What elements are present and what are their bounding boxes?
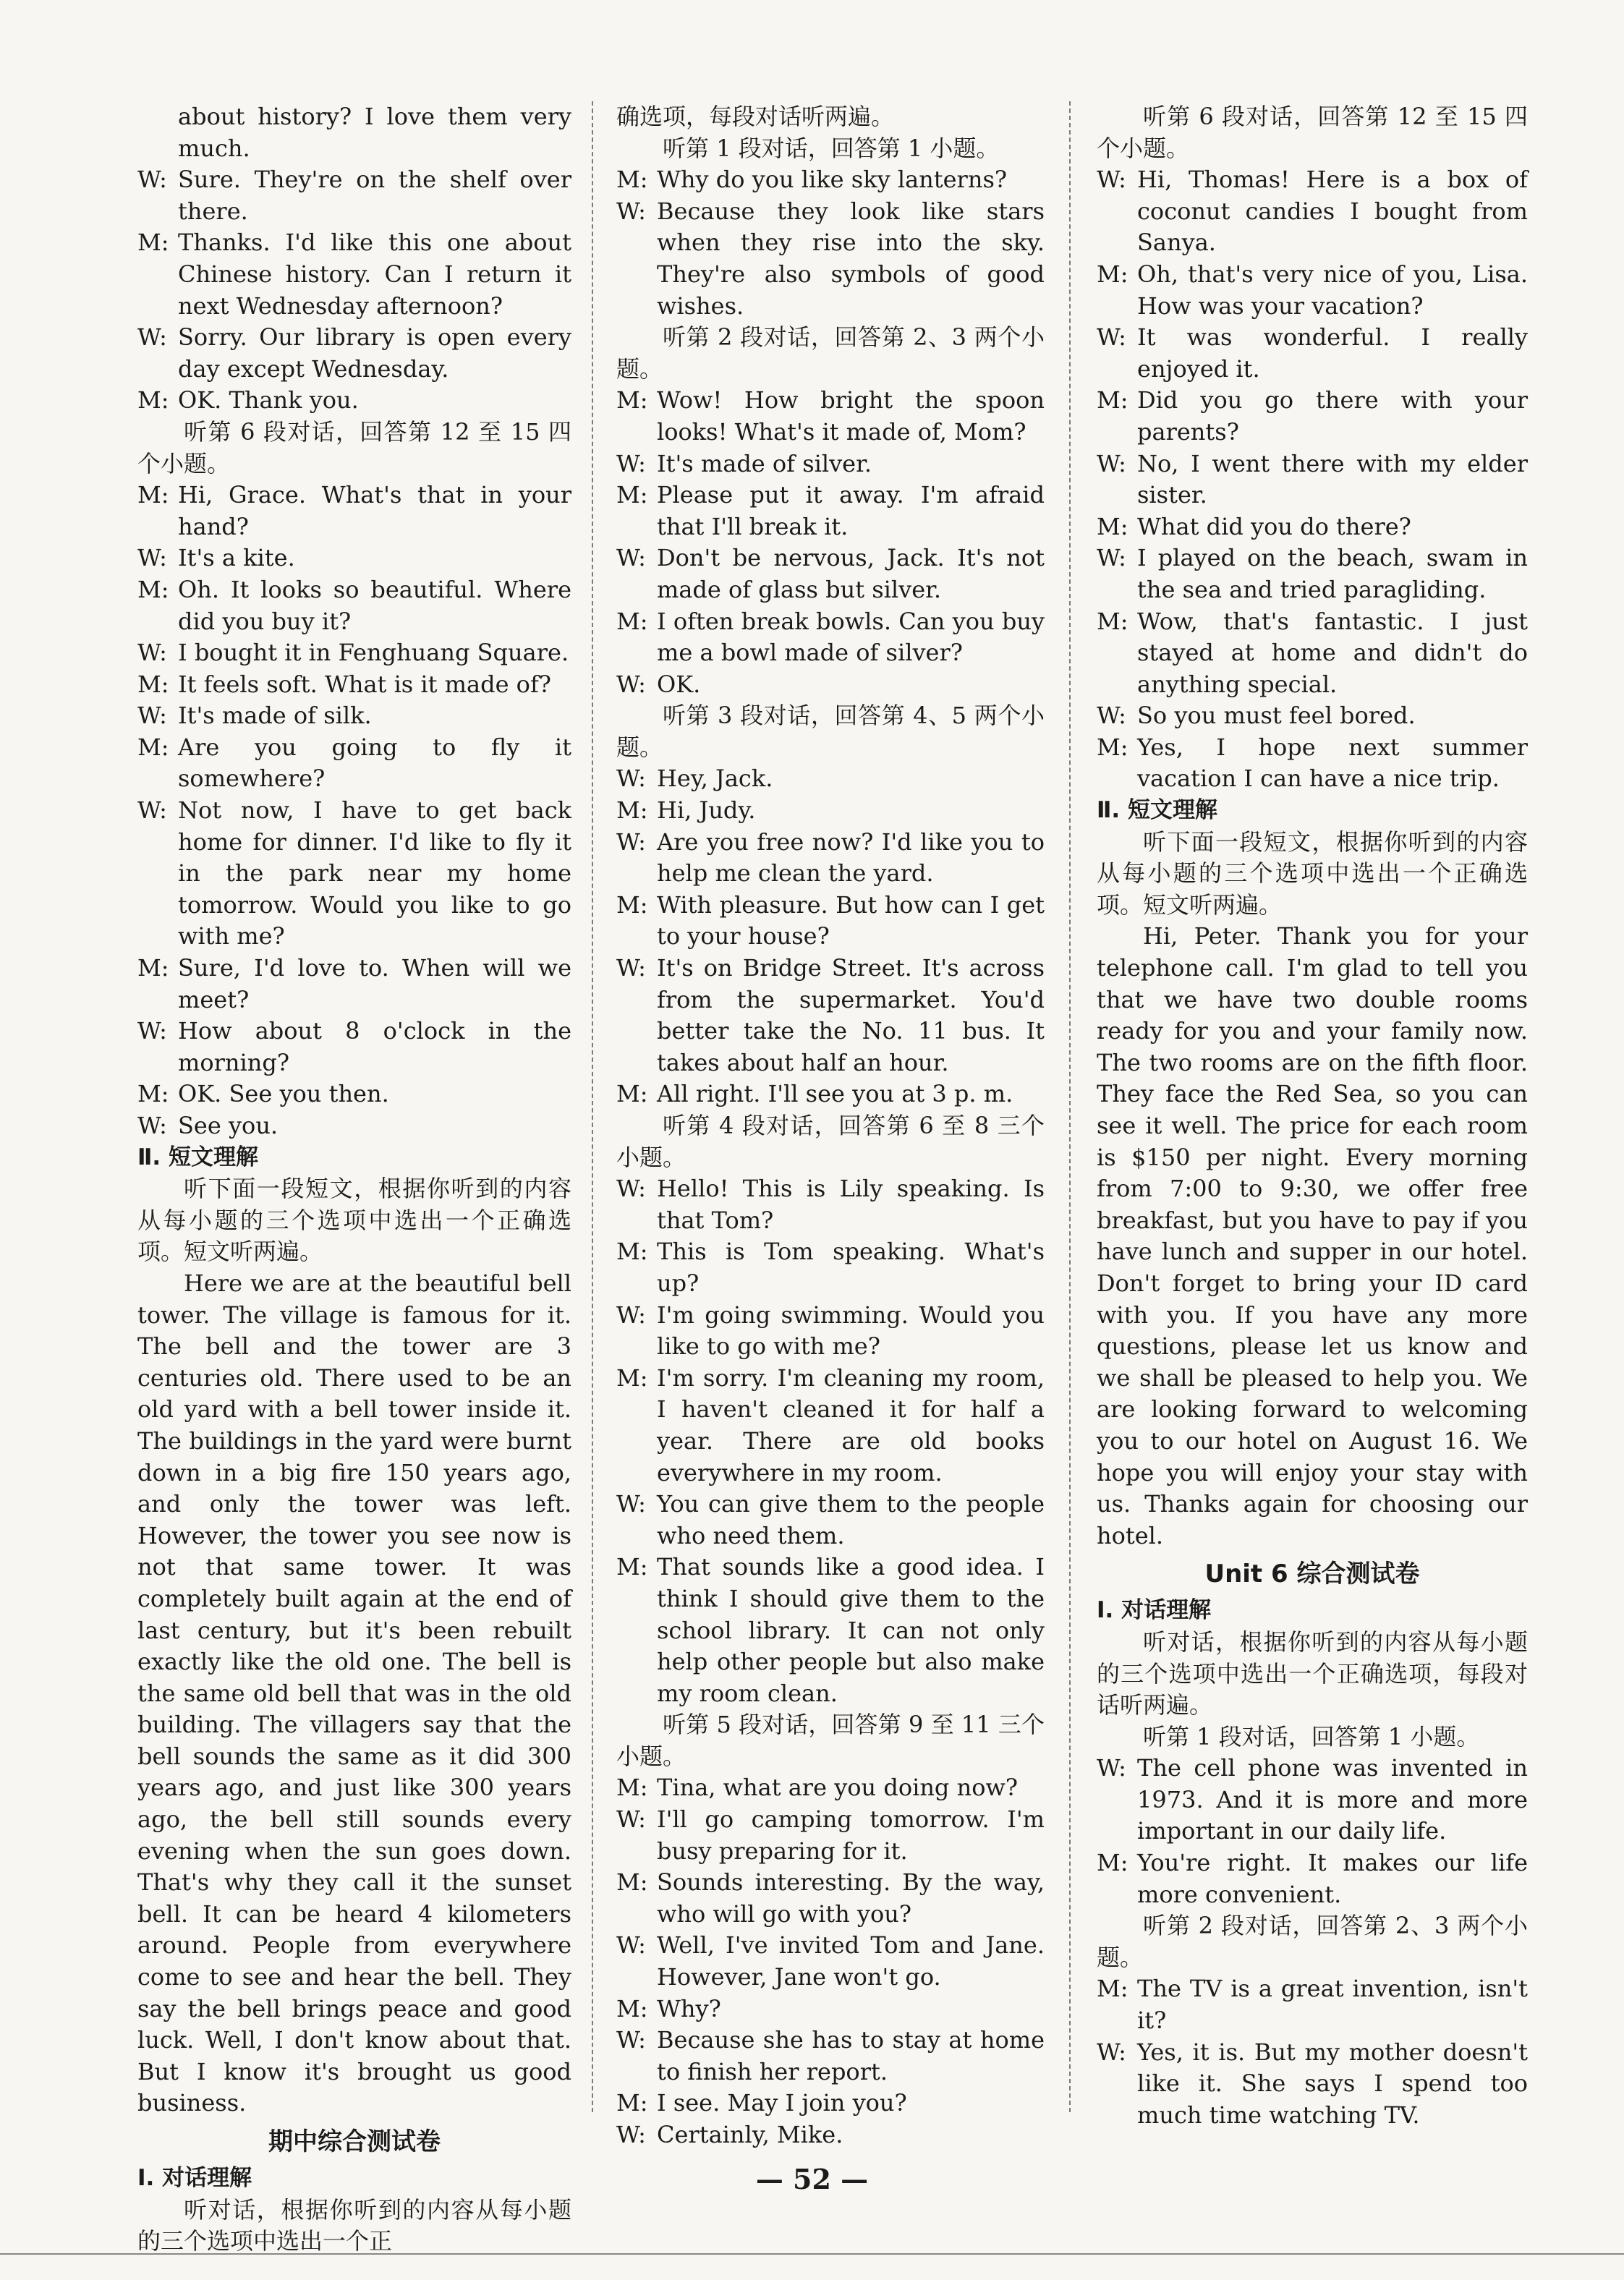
- speaker: M:: [137, 1080, 169, 1108]
- utterance: What did you do there?: [1137, 512, 1411, 540]
- utterance: Thanks. I'd like this one about Chinese history. Can I return it next Wednesday afternoon?: [178, 229, 571, 320]
- dialogue-line: [1097, 511, 1528, 543]
- utterance: I'm going swimming. Would you like to go with me?: [657, 1301, 1045, 1361]
- speaker: W:: [137, 796, 167, 825]
- instruction: 听对话，根据你听到的内容从每小题的三个选项中选出一个正: [137, 2195, 571, 2255]
- speaker: W:: [137, 544, 167, 572]
- utterance: I'll go camping tomorrow. I'm busy preparing for it.: [657, 1805, 1045, 1865]
- section-heading: Ⅱ. 短文理解: [137, 1144, 258, 1170]
- utterance: See you.: [178, 1112, 279, 1139]
- instruction: 听第 6 段对话，回答第 12 至 15 四个小题。: [137, 417, 571, 477]
- dialogue-line: [616, 1236, 1045, 1299]
- speaker: M:: [616, 386, 648, 414]
- dialogue-line: [1097, 606, 1528, 701]
- utterance: It's made of silver.: [657, 449, 872, 477]
- dialogue-line: [1097, 1973, 1528, 2036]
- dialogue-line: [616, 795, 1045, 827]
- speaker: M:: [616, 1238, 648, 1266]
- speaker: W:: [1097, 2038, 1126, 2066]
- utterance: Please put it away. I'm afraid that I'll break it.: [657, 481, 1045, 540]
- utterance: Because she has to stay at home to finish her report.: [657, 2026, 1045, 2085]
- utterance: The cell phone was invented in 1973. And it is more and more important in our daily life.: [1137, 1754, 1528, 1845]
- utterance: It's on Bridge Street. It's across from the supermarket. You'd better take the No. 11 bus. It takes about half an hour.: [657, 954, 1045, 1076]
- dialogue-line: [616, 2025, 1045, 2088]
- utterance: Sure. They're on the shelf over there.: [178, 166, 571, 225]
- speaker: W:: [616, 954, 646, 982]
- dialogue-line: [616, 1930, 1045, 1993]
- utterance: The TV is a great invention, isn't it?: [1137, 1975, 1528, 2035]
- utterance: OK. See you then.: [178, 1080, 389, 1108]
- utterance: OK.: [657, 670, 701, 698]
- dialogue-line: [616, 1552, 1045, 1709]
- utterance: Hi, Grace. What's that in your hand?: [178, 481, 571, 540]
- utterance: Are you free now? I'd like you to help me clean the yard.: [657, 828, 1045, 888]
- speaker: M:: [616, 1994, 648, 2022]
- utterance: Oh. It looks so beautiful. Where did you buy it?: [178, 575, 571, 635]
- utterance: Because they look like stars when they rise into the sky. They're also symbols of good wishes.: [657, 197, 1045, 320]
- utterance: Wow! How bright the spoon looks! What's it made of, Mom?: [657, 386, 1045, 446]
- dialogue-line: [1097, 259, 1528, 322]
- speaker: W:: [1097, 323, 1126, 352]
- speaker: M:: [1097, 1975, 1128, 2003]
- speaker: W:: [616, 2026, 646, 2054]
- dialogue-line: [137, 1016, 571, 1079]
- dialogue-line: [137, 732, 571, 795]
- speaker: M:: [616, 166, 648, 194]
- speaker: W:: [137, 1017, 167, 1045]
- dialogue-line: [616, 1489, 1045, 1552]
- speaker: W:: [137, 702, 167, 730]
- speaker: W:: [616, 1490, 646, 1518]
- speaker: M:: [137, 386, 169, 414]
- utterance: Tina, what are you doing now?: [657, 1774, 1018, 1802]
- utterance: It's a kite.: [178, 544, 295, 572]
- utterance: You're right. It makes our life more convenient.: [1137, 1849, 1528, 1908]
- instruction: 听下面一段短文，根据你听到的内容从每小题的三个选项中选出一个正确选项。短文听两遍。: [137, 1175, 571, 1266]
- dialogue-line: [616, 763, 1045, 795]
- dialogue-line: [137, 480, 571, 543]
- utterance: Why do you like sky lanterns?: [657, 166, 1008, 194]
- utterance: Did you go there with your parents?: [1137, 386, 1528, 446]
- dialogue-line: [616, 164, 1045, 196]
- utterance: Sorry. Our library is open every day except Wednesday.: [178, 323, 571, 383]
- utterance: Hey, Jack.: [657, 765, 773, 793]
- dialogue-line: [616, 890, 1045, 953]
- speaker: W:: [616, 1175, 646, 1203]
- utterance: That sounds like a good idea. I think I should give them to the school library. It can not only help other people but also make my room clean.: [657, 1553, 1045, 1707]
- dialogue-line: [1097, 700, 1528, 732]
- column-right: [1097, 101, 1528, 2131]
- dialogue-line: [616, 1173, 1045, 1236]
- dialogue-line: [616, 1772, 1045, 1804]
- dialogue-line: [616, 385, 1045, 448]
- speaker: M:: [616, 2089, 648, 2117]
- utterance: So you must feel bored.: [1137, 702, 1416, 730]
- dialogue-line: [616, 953, 1045, 1079]
- column-middle: [616, 101, 1045, 2151]
- utterance: Not now, I have to get back home for dinner. I'd like to fly it in the park near my home tomorrow. Would you like to go with me?: [178, 796, 571, 950]
- dialogue-line: [1097, 732, 1528, 795]
- speaker: W:: [616, 197, 646, 225]
- instruction: 听第 5 段对话，回答第 9 至 11 三个小题。: [616, 1711, 1045, 1770]
- footer-rule: [0, 2253, 1624, 2255]
- speaker: W:: [1097, 449, 1126, 477]
- column-left: [137, 101, 571, 2258]
- speaker: M:: [616, 1868, 648, 1897]
- test-title: 期中综合测试卷: [268, 2127, 441, 2156]
- speaker: M:: [1097, 386, 1128, 414]
- dialogue-line: [1097, 385, 1528, 448]
- section-heading: Ⅰ. 对话理解: [1097, 1597, 1212, 1624]
- speaker: M:: [616, 481, 648, 509]
- dialogue-line: [616, 2088, 1045, 2119]
- dialogue-line: [137, 164, 571, 227]
- utterance: You can give them to the people who need them.: [657, 1490, 1045, 1549]
- dialogue-line: [1097, 322, 1528, 385]
- dialogue-line: [616, 1079, 1045, 1110]
- utterance: Hi, Judy.: [657, 796, 756, 825]
- dialogue-line: [616, 448, 1045, 480]
- utterance: All right. I'll see you at 3 p. m.: [657, 1080, 1013, 1108]
- dialogue-line: [137, 637, 571, 669]
- dialogue-line: [616, 606, 1045, 669]
- speaker: W:: [616, 2121, 646, 2148]
- instruction: 听下面一段短文，根据你听到的内容从每小题的三个选项中选出一个正确选项。短文听两遍。: [1097, 828, 1528, 919]
- speaker: M:: [616, 1774, 648, 1802]
- speaker: M:: [1097, 607, 1128, 635]
- instruction: 听第 3 段对话，回答第 4、5 两个小题。: [616, 702, 1045, 761]
- speaker: W:: [616, 1805, 646, 1834]
- speaker: M:: [616, 796, 648, 825]
- dialogue-line: [616, 1994, 1045, 2025]
- dialogue-line: [137, 227, 571, 322]
- speaker: M:: [137, 481, 169, 509]
- dialogue-line: [1097, 543, 1528, 605]
- instruction: 听对话，根据你听到的内容从每小题的三个选项中选出一个正确选项，每段对话听两遍。: [1097, 1628, 1528, 1719]
- utterance: It feels soft. What is it made of?: [178, 670, 551, 698]
- utterance: Yes, it is. But my mother doesn't like it. She says I spend too much time watching TV.: [1137, 2038, 1528, 2129]
- speaker: M:: [616, 890, 648, 919]
- speaker: M:: [616, 1553, 648, 1581]
- dialogue-line: [1097, 2037, 1528, 2132]
- speaker: M:: [137, 733, 169, 761]
- dialogue-line: [1097, 1753, 1528, 1847]
- speaker: M:: [137, 954, 169, 982]
- speaker: M:: [137, 229, 169, 257]
- utterance: Certainly, Mike.: [657, 2121, 843, 2148]
- dialogue-line: [137, 700, 571, 732]
- speaker: M:: [1097, 733, 1128, 761]
- utterance: This is Tom speaking. What's up?: [657, 1238, 1045, 1297]
- dialogue-line: [616, 1804, 1045, 1867]
- utterance: Why?: [657, 1994, 721, 2022]
- dialogue-line: [616, 669, 1045, 701]
- speaker: M:: [616, 607, 648, 635]
- dialogue-continuation: about history? I love them very much.: [178, 103, 571, 162]
- utterance: Sounds interesting. By the way, who will go with you?: [657, 1868, 1045, 1928]
- speaker: W:: [616, 1301, 646, 1329]
- utterance: I often break bowls. Can you buy me a bowl made of silver?: [657, 607, 1045, 667]
- utterance: With pleasure. But how can I get to your house?: [657, 890, 1045, 950]
- speaker: M:: [1097, 1849, 1128, 1877]
- dialogue-line: [616, 1363, 1045, 1489]
- section-heading: Ⅱ. 短文理解: [1097, 797, 1217, 824]
- utterance: I'm sorry. I'm cleaning my room, I haven't cleaned it for half a year. There are old books everywhere in my room.: [657, 1364, 1045, 1486]
- utterance: Well, I've invited Tom and Jane. However, Jane won't go.: [657, 1931, 1045, 1991]
- test-title: Unit 6 综合测试卷: [1204, 1560, 1420, 1589]
- speaker: W:: [137, 166, 167, 194]
- speaker: M:: [616, 1080, 648, 1108]
- speaker: W:: [616, 765, 646, 793]
- dialogue-line: [137, 795, 571, 953]
- speaker: W:: [1097, 166, 1126, 194]
- speaker: W:: [137, 1112, 167, 1139]
- speaker: W:: [616, 544, 646, 572]
- dialogue-line: [137, 1110, 571, 1142]
- instruction: 听第 1 段对话，回答第 1 小题。: [663, 134, 1000, 162]
- utterance: Oh, that's very nice of you, Lisa. How was your vacation?: [1137, 260, 1528, 320]
- utterance: It's made of silk.: [178, 702, 372, 730]
- column-divider: [1069, 101, 1071, 2112]
- instruction: 听第 2 段对话，回答第 2、3 两个小题。: [616, 323, 1045, 383]
- speaker: M:: [137, 575, 169, 603]
- dialogue-line: [137, 669, 571, 701]
- dialogue-line: [137, 543, 571, 574]
- instruction: 听第 2 段对话，回答第 2、3 两个小题。: [1097, 1912, 1528, 1971]
- utterance: I see. May I join you?: [657, 2089, 907, 2117]
- utterance: It was wonderful. I really enjoyed it.: [1137, 323, 1528, 383]
- speaker: M:: [1097, 260, 1128, 288]
- dialogue-line: [616, 543, 1045, 605]
- dialogue-line: [137, 385, 571, 417]
- speaker: W:: [137, 639, 167, 667]
- speaker: W:: [1097, 544, 1126, 572]
- dialogue-line: [137, 1079, 571, 1110]
- dialogue-line: [1097, 164, 1528, 259]
- dialogue-line: [616, 2119, 1045, 2151]
- speaker: W:: [616, 670, 646, 698]
- utterance: OK. Thank you.: [178, 386, 359, 414]
- utterance: Are you going to fly it somewhere?: [178, 733, 571, 793]
- dialogue-line: [1097, 448, 1528, 511]
- instruction: 听第 4 段对话，回答第 6 至 8 三个小题。: [616, 1112, 1045, 1171]
- passage-text: Here we are at the beautiful bell tower. The village is famous for it. The bell and the tower are 3 centuries old. There used to be an old yard with a bell tower inside it. The buildings in the yard were burnt down in a big fire 150 years ago, and only the tower was left. However, the tower you see now is not that same tower. It was completely built again at the end of last century, but it's been rebuilt exactly like the old one. The bell is the same old bell that was in the old building. The villagers say that the bell sounds the same as it did 300 years ago, and just like 300 years ago, the bell still sounds every evening when the sun goes down. That's why they call it the sunset bell. It can be heard 4 kilometers around. People from everywhere come to see and hear the bell. They say the bell brings peace and good luck. Well, I don't know about that. But I know it's brought us good business.: [137, 1269, 571, 2117]
- utterance: Yes, I hope next summer vacation I can have a nice trip.: [1137, 733, 1528, 793]
- utterance: Hello! This is Lily speaking. Is that Tom?: [657, 1175, 1045, 1234]
- speaker: M:: [616, 1364, 648, 1392]
- utterance: How about 8 o'clock in the morning?: [178, 1017, 571, 1076]
- instruction-continuation: 确选项，每段对话听两遍。: [616, 103, 895, 130]
- section-heading: Ⅰ. 对话理解: [137, 2165, 252, 2191]
- speaker: M:: [137, 670, 169, 698]
- dialogue-line: [1097, 1847, 1528, 1910]
- instruction: 听第 6 段对话，回答第 12 至 15 四个小题。: [1097, 103, 1528, 162]
- speaker: W:: [616, 828, 646, 856]
- dialogue-line: [137, 322, 571, 385]
- page-number: — 52 —: [755, 2163, 869, 2195]
- utterance: Hi, Thomas! Here is a box of coconut candies I bought from Sanya.: [1137, 166, 1528, 257]
- dialogue-line: [616, 480, 1045, 543]
- utterance: Sure, I'd love to. When will we meet?: [178, 954, 571, 1013]
- speaker: W:: [1097, 1754, 1126, 1782]
- speaker: W:: [137, 323, 167, 352]
- utterance: Wow, that's fantastic. I just stayed at home and didn't do anything special.: [1137, 607, 1528, 698]
- column-divider: [592, 101, 593, 2112]
- dialogue-line: [137, 574, 571, 637]
- utterance: I played on the beach, swam in the sea and tried paragliding.: [1137, 544, 1528, 603]
- speaker: W:: [616, 449, 646, 477]
- dialogue-line: [616, 827, 1045, 890]
- speaker: W:: [1097, 702, 1126, 730]
- dialogue-line: [616, 196, 1045, 322]
- instruction: 听第 1 段对话，回答第 1 小题。: [1143, 1722, 1480, 1751]
- speaker: W:: [616, 1931, 646, 1960]
- dialogue-line: [616, 1867, 1045, 1930]
- passage-text: Hi, Peter. Thank you for your telephone call. I'm glad to tell you that we have two double rooms ready for you and your family now. The two rooms are on the fifth floor. They face the Red Sea, so you can see it well. The price for each room is $150 per night. Every morning from 7:00 to 9:30, we offer free breakfast, but you have to pay if you have lunch and supper in our hotel. Don't forget to bring your ID card with you. If you have any more questions, please let us know and we shall be pleased to help you. We are looking forward to welcoming you to our hotel on August 16. We hope you will enjoy your stay with us. Thanks again for choosing our hotel.: [1097, 922, 1528, 1549]
- speaker: M:: [1097, 512, 1128, 540]
- utterance: Don't be nervous, Jack. It's not made of glass but silver.: [657, 544, 1045, 603]
- dialogue-line: [137, 953, 571, 1016]
- utterance: No, I went there with my elder sister.: [1137, 449, 1528, 509]
- utterance: I bought it in Fenghuang Square.: [178, 639, 569, 667]
- dialogue-line: [616, 1300, 1045, 1363]
